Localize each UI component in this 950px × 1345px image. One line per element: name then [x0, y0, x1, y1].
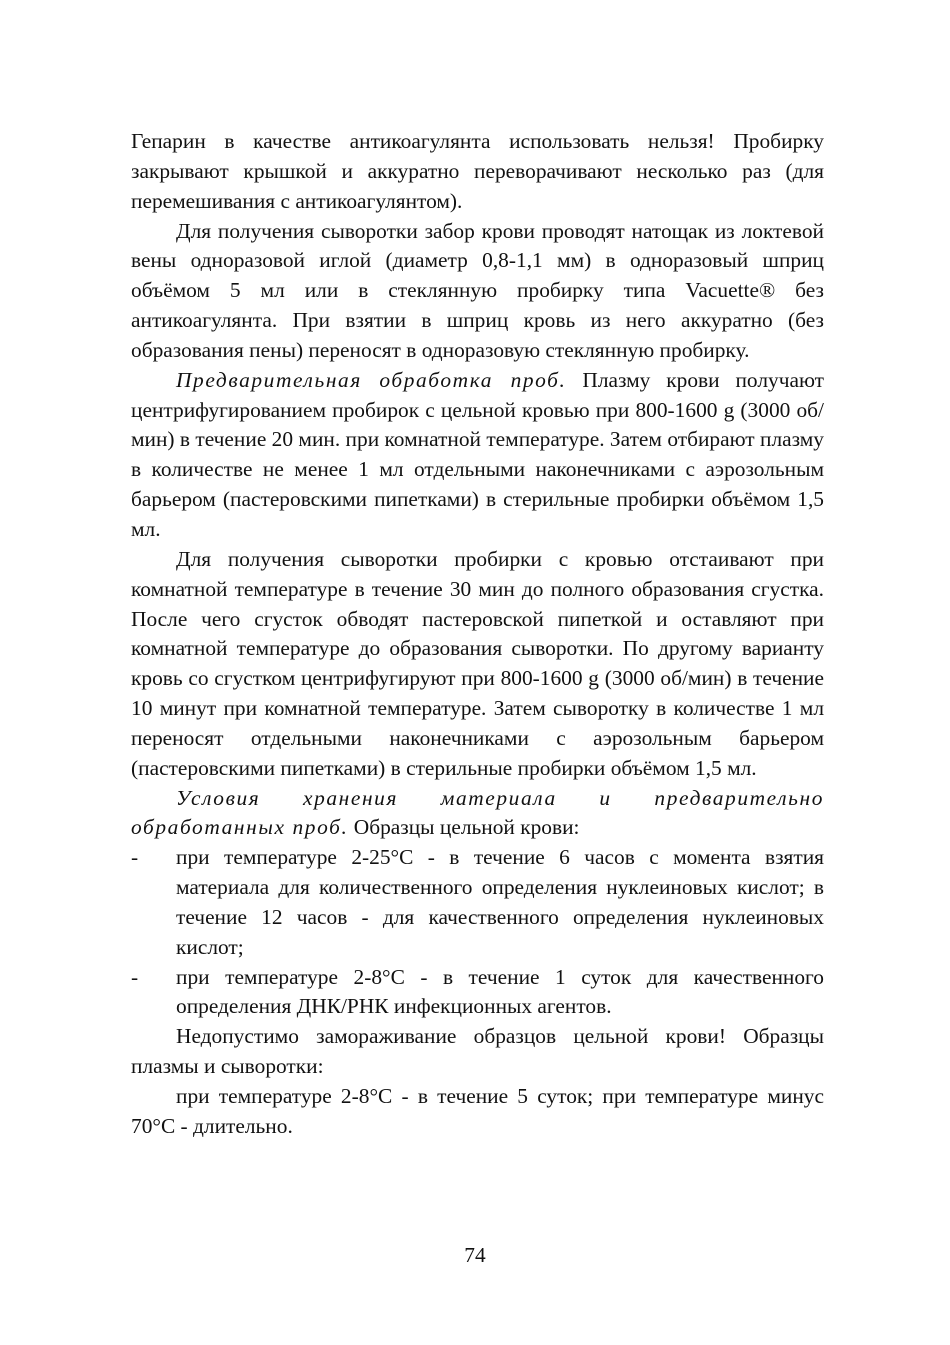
paragraph-no-freezing: Недопустимо замораживание образцов цельной крови! Образцы плазмы и сыворотки: [131, 1024, 824, 1079]
paragraph-plasma-storage: при температуре 2-8°С - в течение 5 суток; при температуре минус 70°С - длительно. [131, 1084, 824, 1138]
list-item [131, 963, 824, 1023]
list-item-text: при температуре 2-25°С - в течение 6 часов с момента взятия материала для количественного определения нуклеиновых кислот; в течение 12 часов - для качественного определения нуклеиновых кислот; [176, 845, 824, 959]
paragraph-storage-conditions [131, 784, 824, 844]
heading-storage-conditions: Условия хранения материала и предварительно обработанных проб. [131, 785, 824, 840]
list-dash: - [131, 964, 139, 989]
text-sample-processing: Плазму крови получают центрифугированием пробирок с цельной кровью при 800-1600 g (3000 об/мин) в течение 20 мин. при комнатной температуре. Затем отбирают плазму в количестве не менее 1 мл отдельными наконечниками с аэрозольным барьером (пастеровскими пипетками) в стерильные пробирки объёмом 1,5 мл. [131, 367, 824, 541]
storage-list [131, 843, 824, 1022]
paragraph-serum-collection: Для получения сыворотки забор крови проводят натощак из локтевой вены одноразовой иглой (диаметр 0,8-1,1 мм) в одноразовый шприц объёмом 5 мл или в стеклянную пробирку типа Vacuette® без антикоагулянта. При взятии в шприц кровь из него аккуратно (без образования пены) переносят в одноразовую стеклянную пробирку. [131, 218, 824, 362]
list-dash: - [131, 845, 139, 870]
list-item [131, 843, 824, 962]
text-storage-conditions: Образцы цельной крови: [348, 815, 580, 840]
page-body [131, 127, 824, 1142]
heading-sample-processing: Предварительная обработка проб. [176, 367, 567, 392]
list-item-text: при температуре 2-8°С - в течение 1 суток для качественного определения ДНК/РНК инфекционных агентов. [176, 964, 824, 1019]
paragraph-serum-preparation: Для получения сыворотки пробирки с кровью отстаивают при комнатной температуре в течение 30 мин до полного образования сгустка. После чего сгусток обводят пастеровской пипеткой и оставляют при комнатной температуре до образования сыворотки. По другому варианту кровь со сгустком центрифугируют при 800-1600 g (3000 об/мин) в течение 10 минут при комнатной температуре. Затем сыворотку в количестве 1 мл переносят отдельными наконечниками с аэрозольным барьером (пастеровскими пипетками) в стерильные пробирки объёмом 1,5 мл. [131, 546, 824, 780]
paragraph-sample-processing [131, 366, 824, 545]
page-number: 74 [464, 1243, 486, 1267]
paragraph-heparin: Гепарин в качестве антикоагулянта использовать нельзя! Пробирку закрывают крышкой и аккуратно переворачивают несколько раз (для перемешивания с антикоагулянтом). [131, 129, 824, 213]
